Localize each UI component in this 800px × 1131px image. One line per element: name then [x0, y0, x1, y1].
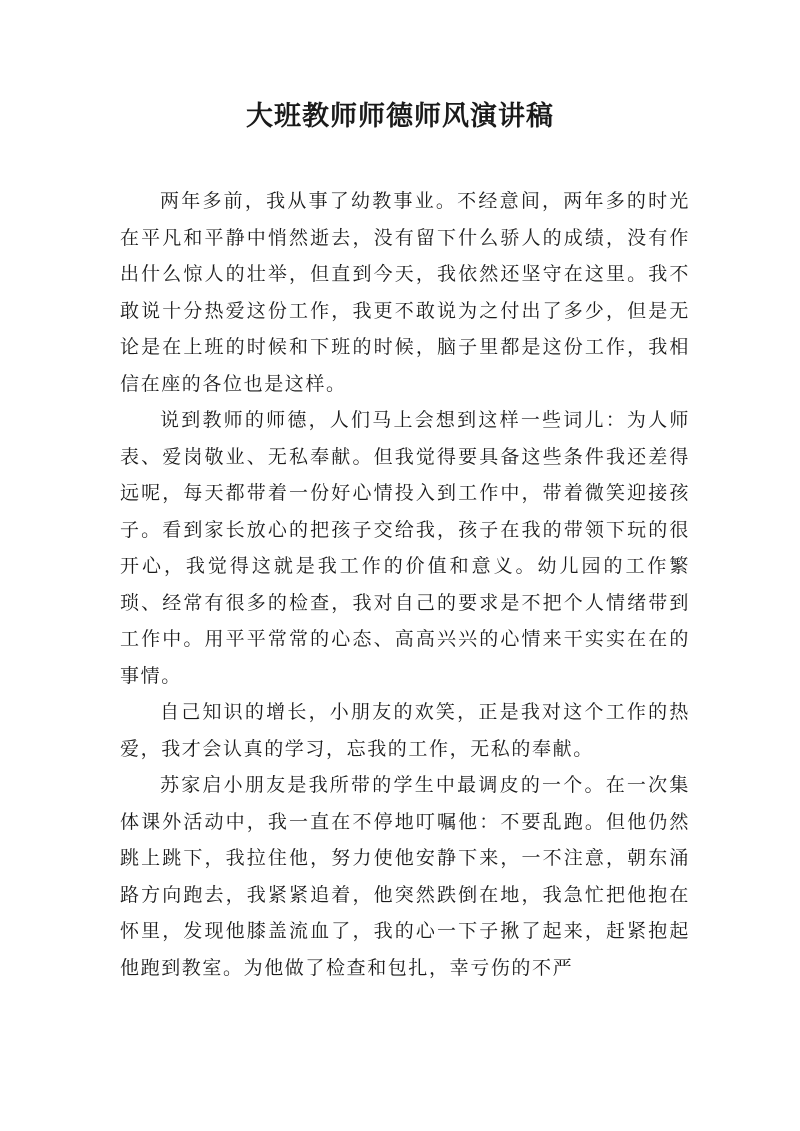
paragraph: 苏家启小朋友是我所带的学生中最调皮的一个。在一次集体课外活动中，我一直在不停地叮嘱他：不要乱跑。但他仍然跳上跳下，我拉住他，努力使他安静下来，一不注意，朝东涌路方向跑去，我紧紧追着，他突然跌倒在地，我急忙把他抱在怀里，发现他膝盖流血了，我的心一下子揪了起来，赶紧抱起他跑到教室。为他做了检查和包扎，幸亏伤的不严: [120, 774, 690, 979]
document-body: [120, 183, 690, 986]
paragraph: 自己知识的增长，小朋友的欢笑，正是我对这个工作的热爱，我才会认真的学习，忘我的工作，无私的奉献。: [120, 701, 690, 760]
document-title: 大班教师师德师风演讲稿: [246, 101, 554, 132]
paragraph: 两年多前，我从事了幼教事业。不经意间，两年多的时光在平凡和平静中悄然逝去，没有留下什么骄人的成绩，没有作出什么惊人的壮举，但直到今天，我依然还坚守在这里。我不敢说十分热爱这份工作，我更不敢说为之付出了多少，但是无论是在上班的时候和下班的时候，脑子里都是这份工作，我相信在座的各位也是这样。: [120, 190, 690, 395]
paragraph: 说到教师的师德，人们马上会想到这样一些词儿：为人师表、爱岗敬业、无私奉献。但我觉得要具备这些条件我还差得远呢，每天都带着一份好心情投入到工作中，带着微笑迎接孩子。看到家长放心的把孩子交给我，孩子在我的带领下玩的很开心，我觉得这就是我工作的价值和意义。幼儿园的工作繁琐、经常有很多的检查，我对自己的要求是不把个人情绪带到工作中。用平平常常的心态、高高兴兴的心情来干实实在在的事情。: [120, 409, 690, 687]
